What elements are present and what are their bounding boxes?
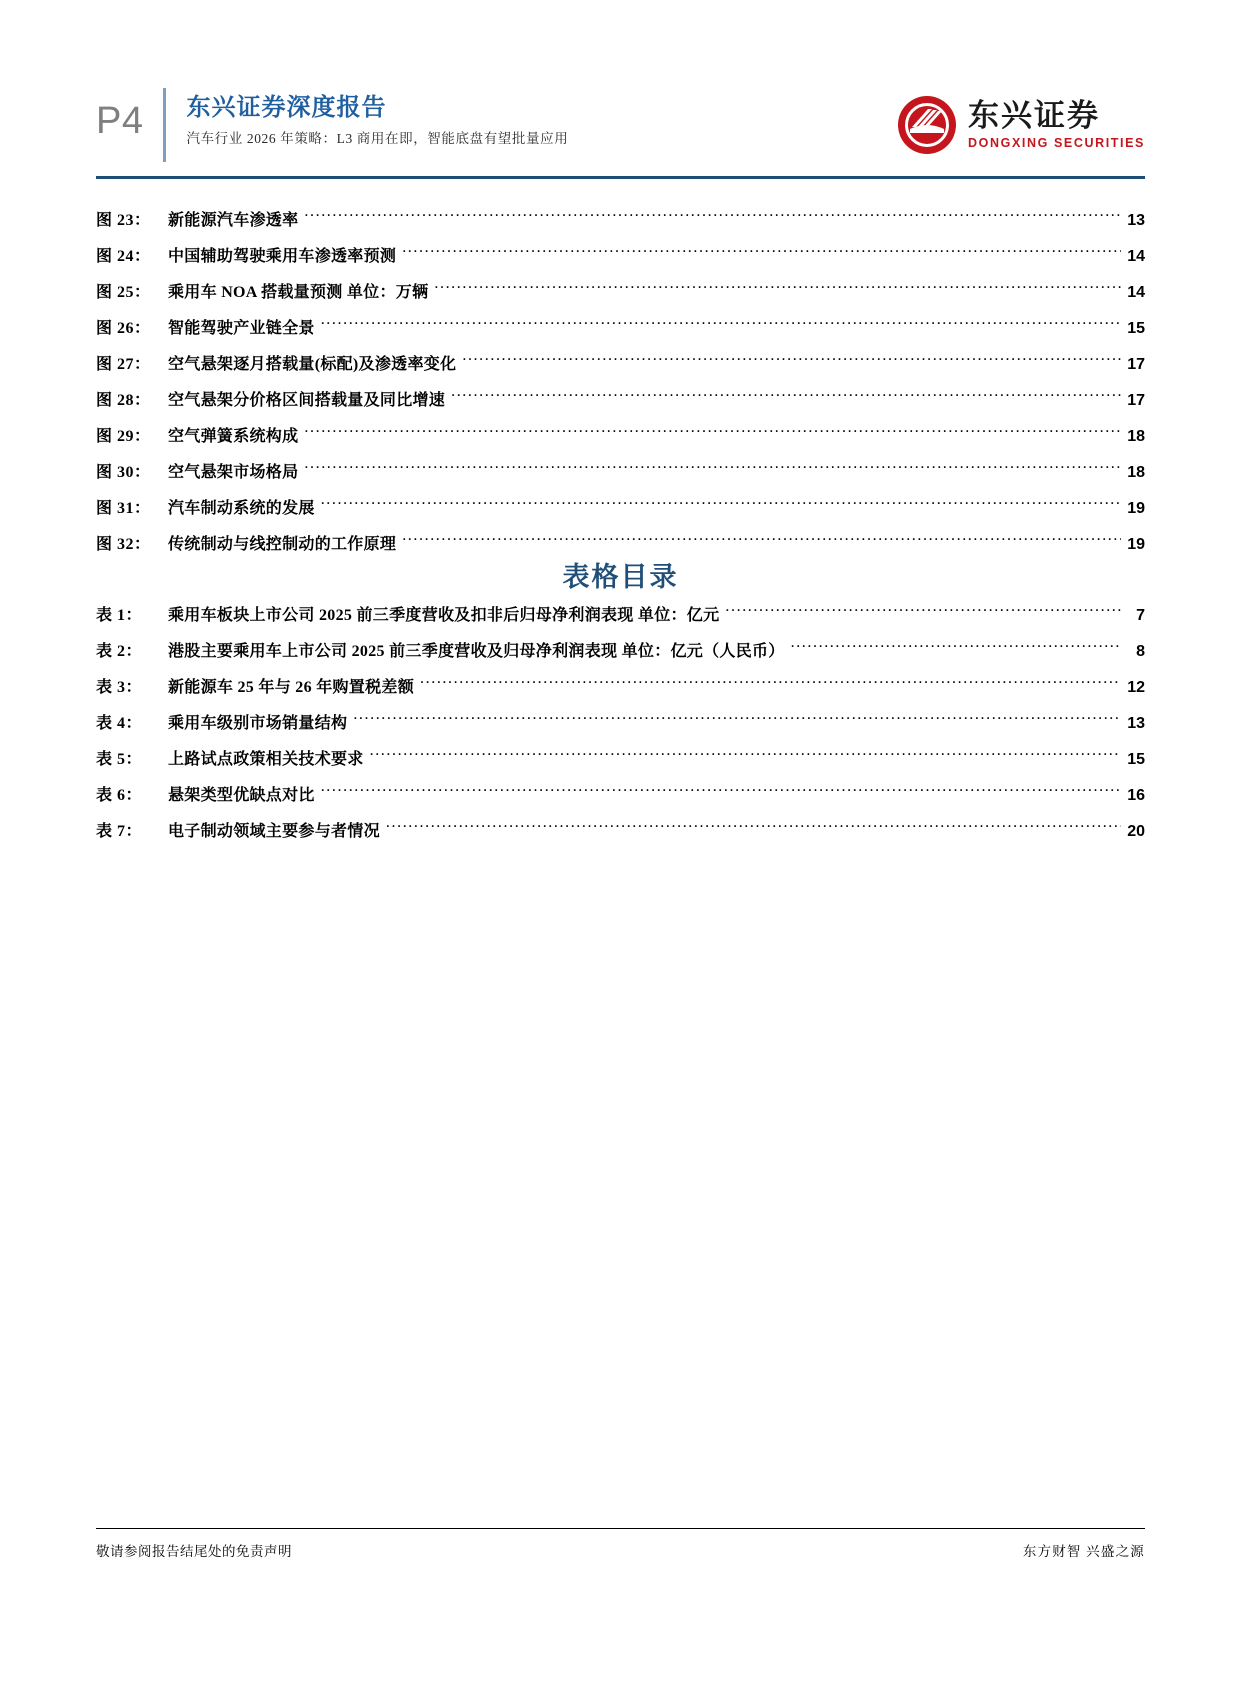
leader-dots: [451, 389, 1121, 405]
leader-dots: [321, 317, 1121, 333]
figure-list-item-label: 图 27：: [96, 356, 151, 373]
page-number: P4: [96, 100, 144, 142]
page-header: [96, 88, 1145, 174]
logo-company-name-en: DONGXING SECURITIES: [968, 136, 1145, 151]
footer-disclaimer: 敬请参阅报告结尾处的免责声明: [96, 1544, 292, 1559]
figure-list-item-page-number: 18: [1127, 464, 1145, 481]
figure-list-item-label: 图 32：: [96, 536, 151, 553]
table-list-item-label: 表 4：: [96, 715, 143, 732]
figure-list-item-page-number: 17: [1127, 356, 1145, 373]
figure-list-item[interactable]: [96, 311, 1145, 347]
figure-list-item[interactable]: [96, 383, 1145, 419]
table-list-item-title: 上路试点政策相关技术要求: [168, 751, 364, 768]
figure-list-item-page-number: 18: [1127, 428, 1145, 445]
leader-dots: [420, 676, 1121, 692]
table-list-item-title: 悬架类型优缺点对比: [168, 787, 315, 804]
leader-dots: [321, 497, 1121, 513]
figure-list-item-label: 图 24：: [96, 248, 151, 265]
footer-slogan: 东方财智 兴盛之源: [1022, 1544, 1145, 1559]
figure-list-item[interactable]: [96, 275, 1145, 311]
table-list-item-label: 表 6：: [96, 787, 143, 804]
figure-list-item-page-number: 15: [1127, 320, 1145, 337]
figure-list-item-title: 空气悬架市场格局: [168, 464, 299, 481]
leader-dots: [434, 281, 1121, 297]
footer-rule: [96, 1528, 1145, 1529]
figure-list-item-title: 新能源汽车渗透率: [168, 212, 299, 229]
logo-text-group: [968, 97, 1145, 151]
figure-list-item[interactable]: [96, 347, 1145, 383]
figure-list-item-label: 图 30：: [96, 464, 151, 481]
figure-list-item-label: 图 26：: [96, 320, 151, 337]
figure-list-item-page-number: 19: [1127, 536, 1145, 553]
figure-list-item[interactable]: [96, 455, 1145, 491]
table-list-item-page-number: 7: [1136, 607, 1145, 624]
leader-dots: [304, 425, 1121, 441]
table-list-item[interactable]: [96, 778, 1145, 814]
table-list-item[interactable]: [96, 634, 1145, 670]
figure-list-item-page-number: 14: [1127, 284, 1145, 301]
leader-dots: [353, 712, 1121, 728]
figure-list-item[interactable]: [96, 203, 1145, 239]
table-list-item-page-number: 8: [1136, 643, 1145, 660]
table-list-item-page-number: 15: [1127, 751, 1145, 768]
table-list-item-title: 新能源车 25 年与 26 年购置税差额: [168, 679, 415, 696]
figure-list: [96, 203, 1145, 563]
logo-swoosh-icon: [910, 107, 944, 133]
leader-dots: [370, 748, 1121, 764]
figure-list-item[interactable]: [96, 419, 1145, 455]
table-list-item-title: 乘用车板块上市公司 2025 前三季度营收及扣非后归母净利润表现 单位：亿元: [168, 607, 720, 624]
figure-list-item-title: 空气悬架分价格区间搭载量及同比增速: [168, 392, 446, 409]
leader-dots: [304, 209, 1121, 225]
header-text-group: [186, 88, 568, 166]
figure-list-item-title: 传统制动与线控制动的工作原理: [168, 536, 397, 553]
table-list-item-page-number: 16: [1127, 787, 1145, 804]
leader-dots: [402, 245, 1121, 261]
leader-dots: [321, 784, 1121, 800]
header-divider: [163, 88, 166, 162]
table-list-item[interactable]: [96, 670, 1145, 706]
figure-list-item-title: 智能驾驶产业链全景: [168, 320, 315, 337]
table-list-item[interactable]: [96, 706, 1145, 742]
figure-list-item-label: 图 25：: [96, 284, 151, 301]
report-subtitle: 汽车行业 2026 年策略：L3 商用在即，智能底盘有望批量应用: [186, 130, 569, 146]
table-list-item-label: 表 7：: [96, 823, 143, 840]
leader-dots: [725, 604, 1121, 620]
report-title: 东兴证券深度报告: [186, 94, 387, 121]
figure-list-item[interactable]: [96, 239, 1145, 275]
leader-dots: [791, 640, 1121, 656]
company-logo: [898, 96, 1145, 154]
figure-list-item-label: 图 31：: [96, 500, 151, 517]
table-list-item-label: 表 3：: [96, 679, 143, 696]
table-list-item-title: 港股主要乘用车上市公司 2025 前三季度营收及归母净利润表现 单位：亿元（人民币）: [168, 643, 785, 660]
table-list-item[interactable]: [96, 742, 1145, 778]
table-list-item-title: 乘用车级别市场销量结构: [168, 715, 348, 732]
figure-list-item-title: 汽车制动系统的发展: [168, 500, 315, 517]
figure-list-item-title: 空气弹簧系统构成: [168, 428, 299, 445]
figure-list-item-page-number: 17: [1127, 392, 1145, 409]
table-list-item-page-number: 12: [1127, 679, 1145, 696]
table-list-item-label: 表 5：: [96, 751, 143, 768]
figure-list-item-label: 图 28：: [96, 392, 151, 409]
leader-dots: [386, 820, 1121, 836]
figure-list-item-title: 中国辅助驾驶乘用车渗透率预测: [168, 248, 397, 265]
dongxing-logo-icon: [898, 96, 956, 154]
leader-dots: [304, 461, 1121, 477]
figure-list-item-title: 乘用车 NOA 搭载量预测 单位：万辆: [168, 284, 429, 301]
table-section-heading: 表格目录: [562, 562, 679, 592]
figure-list-item-label: 图 29：: [96, 428, 151, 445]
leader-dots: [462, 353, 1121, 369]
figure-list-item-title: 空气悬架逐月搭载量(标配)及渗透率变化: [168, 356, 457, 373]
table-list-item-page-number: 20: [1127, 823, 1145, 840]
figure-list-item-page-number: 13: [1127, 212, 1145, 229]
leader-dots: [402, 533, 1121, 549]
table-list: [96, 598, 1145, 850]
figure-list-item-page-number: 19: [1127, 500, 1145, 517]
table-list-item-page-number: 13: [1127, 715, 1145, 732]
figure-list-item-page-number: 14: [1127, 248, 1145, 265]
header-rule: [96, 176, 1145, 179]
figure-list-item[interactable]: [96, 491, 1145, 527]
table-list-item-title: 电子制动领域主要参与者情况: [168, 823, 380, 840]
figure-list-item-label: 图 23：: [96, 212, 151, 229]
table-list-item-label: 表 1：: [96, 607, 143, 624]
page-footer: [96, 1540, 1145, 1560]
table-list-item-label: 表 2：: [96, 643, 143, 660]
header-left-group: [96, 88, 568, 166]
logo-company-name-cn: 东兴证券: [968, 97, 1101, 133]
table-list-item[interactable]: [96, 814, 1145, 850]
table-list-item[interactable]: [96, 598, 1145, 634]
